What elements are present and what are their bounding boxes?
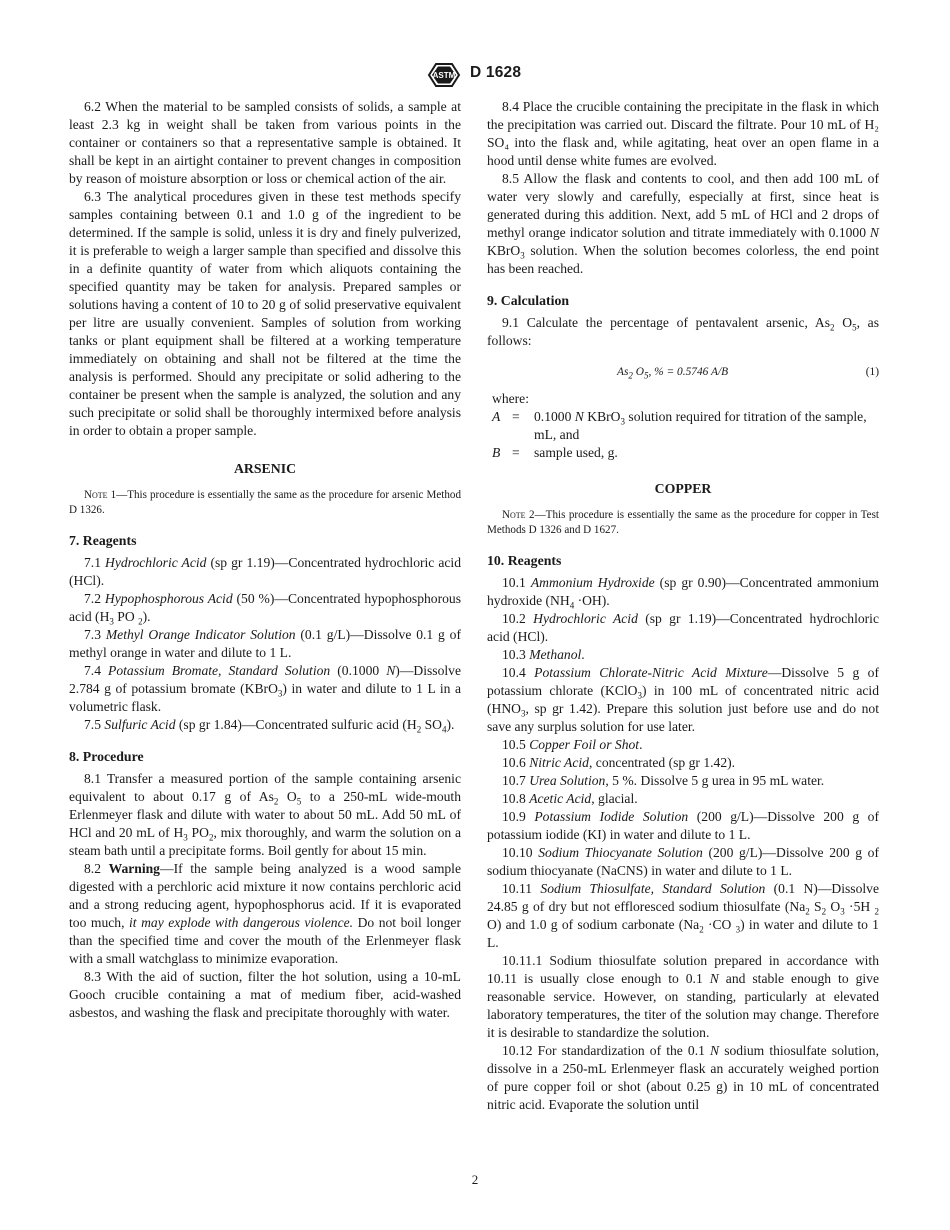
equation-number: (1) bbox=[865, 366, 879, 378]
section-7-heading: 7. Reagents bbox=[69, 533, 137, 548]
where-label: where: bbox=[492, 391, 529, 406]
note-2: Note 2—This procedure is essentially the same as the procedure for copper in Test Methods D 1326 and D 1627. bbox=[487, 509, 879, 536]
astm-logo-icon bbox=[426, 62, 462, 88]
page-header bbox=[0, 62, 950, 90]
reagent-10-6: 10.6 Nitric Acid, concentrated (sp gr 1.42). bbox=[502, 755, 736, 770]
designation: D 1628 bbox=[470, 64, 522, 81]
where-b: B = sample used, g. bbox=[492, 445, 618, 460]
paragraph-10-11-1: 10.11.1 Sodium thiosulfate solution prepared in accordance with 10.11 is usually close enough to 0.1 N and stable enough to give reasonable service. However, on standing, particularly at elevated laboratory temperatures, the titer of the solution may change. Therefore it is desirable to standardize the solution. bbox=[487, 953, 879, 1040]
procedure-8-1: 8.1 Transfer a measured portion of the sample containing arsenic equivalent to about 0.17 g of $As_2$ $O_5$ to a 250-mL wide-mouth Erlenmeyer flask and dilute with water to about 50 mL. Add 50 mL of HCl and 20 mL of $H_3$ $PO_2$, mix thoroughly, and warm the solution on a steam bath until a precipitate forms. Boil gently for about 15 min. bbox=[69, 771, 461, 858]
section-8-heading: 8. Procedure bbox=[69, 749, 144, 764]
procedure-8-3: 8.3 With the aid of suction, filter the hot solution, using a 10-mL Gooch crucible containing a mat of medium fiber, acid-washed asbestos, and washing the flask and precipitate thoroughly with water. bbox=[69, 969, 461, 1020]
reagent-10-4: 10.4 Potassium Chlorate-Nitric Acid Mixture—Dissolve 5 g of potassium chlorate (KClO$_3$) in 100 mL of concentrated nitric acid ($HNO_3$, sp gr 1.42). Prepare this solution just before use and do not save any surplus solution for use later. bbox=[487, 665, 879, 734]
reagent-7-3: 7.3 Methyl Orange Indicator Solution (0.1 g/L)—Dissolve 0.1 g of methyl orange in water and dilute to 1 L. bbox=[69, 627, 462, 660]
paragraph-6-3: 6.3 The analytical procedures given in these test methods specify samples containing between 0.1 and 1.0 g of the ingredient to be determined. If the sample is solid, unless it is dry and finely pulverized, it is preferable to weigh a larger sample than specified and dissolve this in a definite quantity of water from which aliquots containing the specified quantity may be taken for analysis. Prepared samples or solutions having a content of 10 to 20 g of solid preservative equivalent per litre are usually convenient. Samples of solution from working tanks or plant equipment shall be filtered at a working temperature immediately on obtaining and shall not be filtered at the time the analysis is performed. Should any precipitate or solid adhering to the container be present when the sample is analyzed, the solution and any such precipitate or solid shall be thoroughly intermixed before analysis in order to obtain a proper sample. bbox=[69, 189, 461, 438]
left-column bbox=[69, 98, 461, 1022]
paragraph-6-2: 6.2 When the material to be sampled consists of solids, a sample at least 2.3 kg in weight shall be taken from various points in the container or containers so that a representative sample is obtained. It shall be kept in an airtight container to prevent changes in composition by reason of moisture absorption or loss or chemical action of the air. bbox=[69, 99, 461, 186]
reagent-7-2: 7.2 Hypophosphorous Acid (50 %)—Concentrated hypophosphorous acid ($H_3$ PO $_2$). bbox=[69, 591, 462, 627]
reagent-10-11: 10.11 Sodium Thiosulfate, Standard Solution (0.1 N)—Dissolve 24.85 g of dry but not effloresced sodium thiosulfate ($Na_2$ $S_2$ $O_3 \cdot 5H$ $_2$ O) and 1.0 g of sodium carbonate ($Na_2 \cdot CO$ $_3$) in water and dilute to 1 L. bbox=[487, 881, 879, 950]
reagent-10-2: 10.2 Hydrochloric Acid (sp gr 1.19)—Concentrated hydrochloric acid (HCl). bbox=[487, 611, 879, 644]
note-1: Note 1—This procedure is essentially the same as the procedure for arsenic Method D 1326. bbox=[69, 489, 461, 516]
procedure-8-5: 8.5 Allow the flask and contents to cool, and then add 100 mL of water very slowly and carefully, especially at first, since heat is generated during this addition. Next, add 5 mL of HCl and 2 drops of methyl orange indicator solution and titrate immediately with 0.1000 N KBrO$_3$ solution. When the solution becomes colorless, the end point has been reached. bbox=[487, 171, 879, 276]
procedure-8-2-warning: 8.2 Warning—If the sample being analyzed is a wood sample digested with a perchloric acid mixture it now contains perchloric acid and a strong reducing agent, hypophosphorus acid. If it is evaporated too much, it may explode with dangerous violence. Do not boil longer than the specified time and cover the mouth of the Erlenmeyer flask with a small watchglass to minimize evaporation. bbox=[69, 861, 461, 966]
section-9-heading: 9. Calculation bbox=[487, 293, 570, 308]
calculation-9-1: 9.1 Calculate the percentage of pentavalent arsenic, $As_2$ $O_5$, as follows: bbox=[487, 315, 879, 348]
where-a: A = 0.1000 N KBrO$_3$ solution required for titration of the sample, mL, and bbox=[492, 409, 867, 442]
reagent-10-3: 10.3 Methanol. bbox=[502, 647, 585, 662]
right-column bbox=[487, 98, 879, 1114]
reagent-7-1: 7.1 Hydrochloric Acid (sp gr 1.19)—Concentrated hydrochloric acid (HCl). bbox=[69, 555, 462, 588]
reagent-10-8: 10.8 Acetic Acid, glacial. bbox=[502, 791, 638, 806]
equation-expression: $As_2$ $O_5$, % = 0.5746 A/B bbox=[617, 366, 729, 381]
reagent-10-5: 10.5 Copper Foil or Shot. bbox=[502, 737, 643, 752]
reagent-7-5: 7.5 Sulfuric Acid (sp gr 1.84)—Concentrated sulfuric acid ($H_2$ $SO_4$). bbox=[84, 717, 455, 735]
reagent-10-9: 10.9 Potassium Iodide Solution (200 g/L)—Dissolve 200 g of potassium iodide (KI) in water and dilute to 1 L. bbox=[487, 809, 880, 842]
section-heading-arsenic: ARSENIC bbox=[233, 461, 297, 476]
reagent-10-1: 10.1 Ammonium Hydroxide (sp gr 0.90)—Concentrated ammonium hydroxide $(NH_4 \cdot OH)$. bbox=[487, 575, 879, 611]
where-block bbox=[492, 390, 879, 462]
procedure-8-4: 8.4 Place the crucible containing the precipitate in the flask in which the precipitation was carried out. Discard the filtrate. Pour 10 mL of H₂ SO₄ into the flask and, while agitating, heat over an open flame in a hood until dense white fumes are evolved. bbox=[487, 99, 879, 168]
paragraph-10-12: 10.12 For standardization of the 0.1 N sodium thiosulfate solution, dissolve in a 250-mL Erlenmeyer flask an accurately weighed portion of pure copper foil or shot (about 0.25 g) in 10 mL of concentrated nitric acid. Evaporate the solution until bbox=[487, 1043, 879, 1112]
section-heading-copper: COPPER bbox=[654, 481, 712, 496]
reagent-7-4: 7.4 Potassium Bromate, Standard Solution (0.1000 N)—Dissolve 2.784 g of potassium bromate (KBrO$_3$) in water and dilute to 1 L in a volumetric flask. bbox=[69, 663, 461, 714]
svg-text:ASTM: ASTM bbox=[432, 71, 456, 80]
page-number: 2 bbox=[471, 1172, 479, 1187]
reagent-10-10: 10.10 Sodium Thiocyanate Solution (200 g/L)—Dissolve 200 g of sodium thiocyanate (NaCNS) in water and dilute to 1 L. bbox=[487, 845, 880, 878]
reagent-10-7: 10.7 Urea Solution, 5 %. Dissolve 5 g urea in 95 mL water. bbox=[502, 773, 825, 788]
equation-1 bbox=[487, 360, 879, 382]
section-10-heading: 10. Reagents bbox=[487, 553, 562, 568]
